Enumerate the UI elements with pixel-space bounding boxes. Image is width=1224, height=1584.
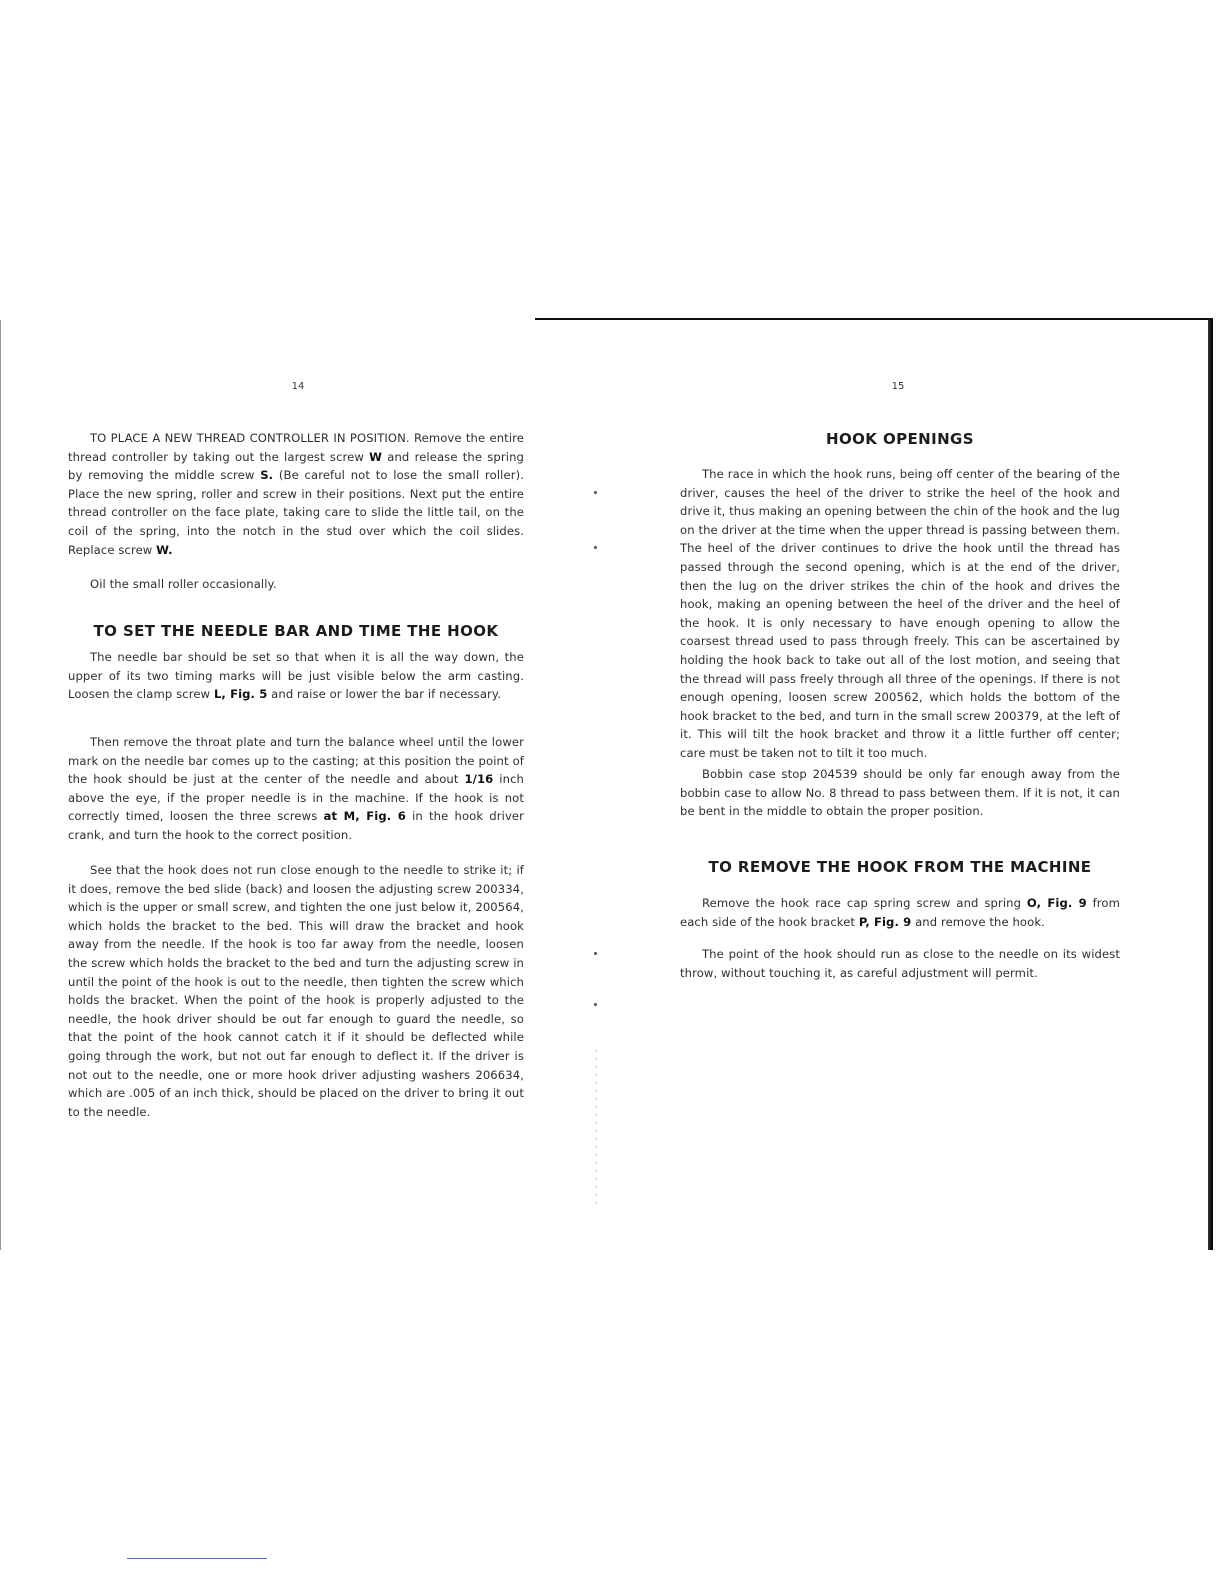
page-number: 14 [291,381,305,392]
bottom-underline [127,1558,267,1559]
gutter-mark [594,546,597,549]
text-run-bold: S. [260,468,274,483]
text-run: Remove the hook race cap spring screw and spring [702,896,1027,910]
text-run-bold: 1/16 [464,772,494,787]
text-run-bold: W [369,449,383,464]
page-number: 15 [891,381,905,392]
gutter-mark [594,952,597,955]
heading-remove-hook: TO REMOVE THE HOOK FROM THE MACHINE [708,858,1092,876]
gutter-mark [594,1003,597,1006]
paragraph-bobbin-case-stop: Bobbin case stop 204539 should be only far enough away from the bobbin case to allow No. 8 thread to pass between them. If it is not, it can be bent in the middle to obtain the proper position. [680,767,1120,819]
text-run-bold: L, Fig. 5 [213,687,268,702]
text-run-bold: P, Fig. 9 [858,914,912,929]
page-right-edge [1208,320,1213,1250]
heading-hook-openings: HOOK OPENINGS [826,430,974,448]
text-run-bold: O, Fig. 9 [1026,896,1087,910]
text-run: and raise or lower the bar if necessary. [267,687,501,702]
text-run-bold: at M, Fig. 6 [323,809,406,824]
paragraph-remove-hook [680,894,1120,931]
paragraph-hook-adjust: See that the hook does not run close enough to the needle to strike it; if it does, remove the bed slide (back) and loosen the adjusting screw 200334, which is the upper or small screw, and tighten the one just below it, 200564, which holds the bracket to the bed. This will draw the bracket and hook away from the needle. If the hook is too far away from the needle, loosen the screw which holds the bracket to the bed and turn the adjusting screw in until the point of the hook is out to the needle, then tighten the screw which holds the bracket. When the point of the hook is properly adjusted to the needle, the hook driver should be out far enough to guard the needle, so that the point of the hook cannot catch it if it should be deflected while going through the work, but not out far enough to deflect it. If the driver is not out to the needle, one or more hook driver adjusting washers 206634, which are .005 of an inch thick, should be placed on the driver to bring it out to the needle. [68,863,524,1119]
text-run: and release the spring by removing the middle screw [68,449,524,483]
gutter-dotted-line [596,1050,597,1210]
paragraph-hook-openings: The race in which the hook runs, being off center of the bearing of the driver, causes the heel of the driver to strike the heel of the hook and drive it, thus making an opening between the chin of the hook and the lug on the driver at the time when the upper thread is passing between them. The heel of the driver continues to drive the hook until the thread has passed through the second opening, which is at the end of the driver, then the lug on the driver strikes the chin of the hook and drives the hook, making an opening between the heel of the driver and the heel of the hook. It is only necessary to have enough opening to allow the coarsest thread used to pass through freely. This can be ascertained by holding the hook back to take out all of the lost motion, and seeing that the thread will pass freely through all three of the openings. If there is not enough opening, loosen screw 200562, which holds the bottom of the hook bracket to the bed, and turn in the small screw 200379, at the left of it. This will tilt the hook bracket and throw it a little further off center; care must be taken not to tilt it too much. [680,467,1120,760]
paragraph-time-hook [68,733,524,845]
page-top-rule [535,318,1213,320]
text-run: TO PLACE A NEW THREAD CONTROLLER IN POSITION. Remove the entire thread controller by taking out the largest screw [68,431,524,464]
gutter-mark [594,491,597,494]
text-run: inch above the eye, if the proper needle is in the machine. If the hook is not correctly timed, loosen the three screws [68,772,524,824]
text-run: in the hook driver crank, and turn the hook to the correct position. [68,809,525,842]
heading-needle-bar: TO SET THE NEEDLE BAR AND TIME THE HOOK [93,622,499,640]
text-run-bold: W. [156,542,173,557]
paragraph-hook-point: The point of the hook should run as close to the needle on its widest throw, without touching it, as careful adjustment will permit. [680,947,1120,980]
text-run: and remove the hook. [911,914,1045,929]
text-run: Then remove the throat plate and turn the balance wheel until the lower mark on the needle bar comes up to the casting; at this position the point of the hook should be just at the center of the needle and about [68,735,524,787]
paragraph-thread-controller [68,429,524,559]
paragraph-oil-roller: Oil the small roller occasionally. [90,577,277,591]
left-edge-line [0,320,1,1250]
paragraph-needle-bar [68,648,524,704]
text-run: from each side of the hook bracket [680,896,1120,929]
text-run: (Be careful not to lose the small roller). Place the new spring, roller and screw in their positions. Next put the entire thread controller on the face plate, taking care to slide the little tail, on the coil of the spring, into the notch in the stud over which the coil slides. Replace screw [68,468,524,557]
text-run: The needle bar should be set so that when it is all the way down, the upper of its two timing marks will be just visible below the arm casting. Loosen the clamp screw [68,650,524,702]
